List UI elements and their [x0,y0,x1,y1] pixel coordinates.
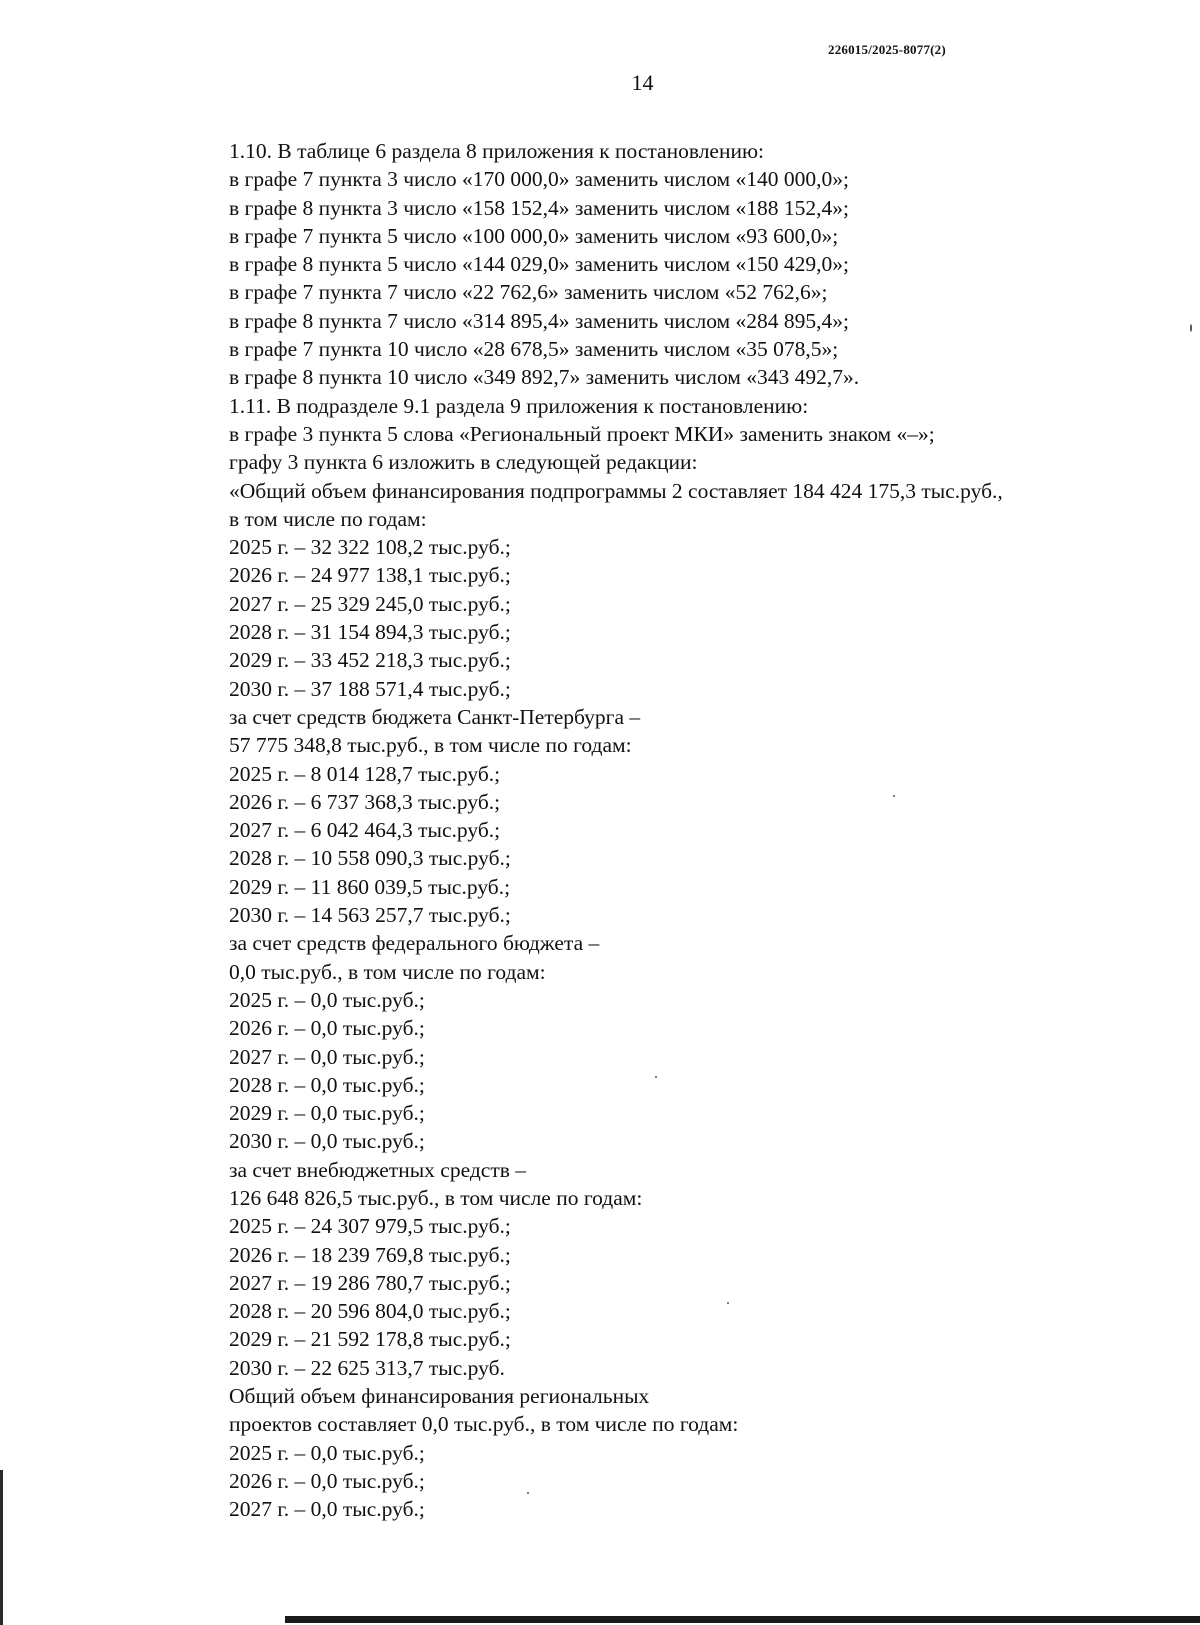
text-line: 2026 г. – 0,0 тыс.руб.; [229,1016,425,1041]
text-line: 2028 г. – 20 596 804,0 тыс.руб.; [229,1299,511,1324]
text-line: 2027 г. – 0,0 тыс.руб.; [229,1044,425,1069]
text-line: 2030 г. – 14 563 257,7 тыс.руб.; [229,903,511,928]
text-line: 2028 г. – 0,0 тыс.руб.; [229,1072,425,1097]
text-line: 1.11. В подразделе 9.1 раздела 9 приложения к постановлению: [229,393,809,418]
text-line: проектов составляет 0,0 тыс.руб., в том числе по годам: [229,1412,739,1437]
scan-bottom-border [285,1616,1200,1623]
text-line: в графе 8 пункта 3 число «158 152,4» заменить числом «188 152,4»; [229,195,849,220]
scan-speck [727,1302,729,1304]
text-line: в графе 8 пункта 10 число «349 892,7» заменить числом «343 492,7». [229,365,860,390]
text-line: за счет внебюджетных средств – [229,1157,526,1182]
text-line: 2030 г. – 22 625 313,7 тыс.руб. [229,1355,505,1380]
document-id: 226015/2025-8077(2) [828,42,946,57]
text-line: 2025 г. – 0,0 тыс.руб.; [229,987,425,1012]
text-line: в графе 3 пункта 5 слова «Региональный проект МКИ» заменить знаком «–»; [229,421,935,446]
text-line: 0,0 тыс.руб., в том числе по годам: [229,959,546,984]
text-line: за счет средств федерального бюджета – [229,931,600,956]
scan-speck [655,1076,657,1078]
text-line: 2026 г. – 24 977 138,1 тыс.руб.; [229,563,511,588]
text-line: 2030 г. – 0,0 тыс.руб.; [229,1129,425,1154]
document-body [229,137,1129,1524]
text-line: 2029 г. – 0,0 тыс.руб.; [229,1101,425,1126]
text-line: 2029 г. – 21 592 178,8 тыс.руб.; [229,1327,511,1352]
scan-speck [527,1492,529,1494]
text-line: в графе 7 пункта 3 число «170 000,0» заменить числом «140 000,0»; [229,167,849,192]
text-line: 2028 г. – 31 154 894,3 тыс.руб.; [229,620,511,645]
scan-speck [893,795,895,797]
text-line: 126 648 826,5 тыс.руб., в том числе по годам: [229,1185,643,1210]
scan-speck [1190,324,1192,332]
page-number: 14 [631,70,654,95]
text-line: «Общий объем финансирования подпрограммы 2 составляет 184 424 175,3 тыс.руб., [229,478,1003,503]
text-line: графу 3 пункта 6 изложить в следующей редакции: [229,450,698,475]
text-line: 2029 г. – 11 860 039,5 тыс.руб.; [229,874,511,899]
text-line: 2025 г. – 32 322 108,2 тыс.руб.; [229,535,511,560]
text-line: 2027 г. – 25 329 245,0 тыс.руб.; [229,591,511,616]
text-line: 2026 г. – 0,0 тыс.руб.; [229,1468,425,1493]
text-line: в графе 7 пункта 10 число «28 678,5» заменить числом «35 078,5»; [229,337,839,362]
text-line: 2027 г. – 6 042 464,3 тыс.руб.; [229,818,501,843]
text-line: в графе 8 пункта 7 число «314 895,4» заменить числом «284 895,4»; [229,308,849,333]
text-line: за счет средств бюджета Санкт-Петербурга – [229,704,641,729]
text-line: в том числе по годам: [229,506,427,531]
text-line: в графе 7 пункта 5 число «100 000,0» заменить числом «93 600,0»; [229,223,839,248]
text-line: 2025 г. – 24 307 979,5 тыс.руб.; [229,1214,511,1239]
text-line: 2026 г. – 6 737 368,3 тыс.руб.; [229,789,501,814]
text-line: 2028 г. – 10 558 090,3 тыс.руб.; [229,846,511,871]
text-line: 1.10. В таблице 6 раздела 8 приложения к постановлению: [229,139,765,163]
scan-edge-mark [0,1470,3,1625]
text-line: 2027 г. – 19 286 780,7 тыс.руб.; [229,1270,511,1295]
text-line: в графе 7 пункта 7 число «22 762,6» заменить числом «52 762,6»; [229,280,828,305]
text-line: 57 775 348,8 тыс.руб., в том числе по годам: [229,733,632,758]
text-line: 2025 г. – 8 014 128,7 тыс.руб.; [229,761,501,786]
text-line: в графе 8 пункта 5 число «144 029,0» заменить числом «150 429,0»; [229,252,849,277]
text-line: 2029 г. – 33 452 218,3 тыс.руб.; [229,648,511,673]
text-line: 2027 г. – 0,0 тыс.руб.; [229,1497,425,1522]
text-line: 2025 г. – 0,0 тыс.руб.; [229,1440,425,1465]
text-line: Общий объем финансирования региональных [229,1384,650,1409]
text-line: 2030 г. – 37 188 571,4 тыс.руб.; [229,676,511,701]
text-line: 2026 г. – 18 239 769,8 тыс.руб.; [229,1242,511,1267]
